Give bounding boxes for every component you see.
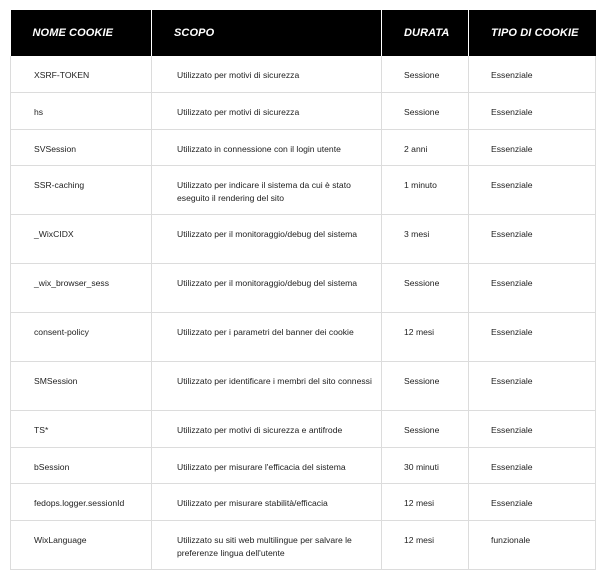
table-body [11, 56, 596, 569]
cell-cookie-type: funzionale [469, 520, 596, 569]
cell-duration: 12 mesi [382, 484, 469, 521]
cell-duration: 12 mesi [382, 313, 469, 362]
cell-cookie-name: _WixCIDX [11, 215, 152, 264]
cell-purpose: Utilizzato per misurare stabilità/efficacia [152, 484, 382, 521]
table-row [11, 264, 596, 313]
cell-cookie-type: Essenziale [469, 313, 596, 362]
header-row [11, 10, 596, 56]
cell-cookie-type: Essenziale [469, 129, 596, 166]
cell-cookie-type: Essenziale [469, 411, 596, 448]
cell-cookie-name: WixLanguage [11, 520, 152, 569]
cell-cookie-name: consent-policy [11, 313, 152, 362]
cell-purpose: Utilizzato per motivi di sicurezza [152, 93, 382, 130]
cell-purpose: Utilizzato per motivi di sicurezza [152, 56, 382, 93]
cell-duration: Sessione [382, 56, 469, 93]
cell-cookie-type: Essenziale [469, 362, 596, 411]
header-cookie-type: TIPO DI COOKIE [469, 10, 596, 56]
table-row [11, 362, 596, 411]
table-row [11, 166, 596, 215]
table-row [11, 484, 596, 521]
header-duration: DURATA [382, 10, 469, 56]
cell-purpose: Utilizzato in connessione con il login utente [152, 129, 382, 166]
cell-cookie-type: Essenziale [469, 215, 596, 264]
cell-purpose: Utilizzato per il monitoraggio/debug del sistema [152, 264, 382, 313]
cell-cookie-type: Essenziale [469, 166, 596, 215]
cell-purpose: Utilizzato su siti web multilingue per salvare le preferenze lingua dell'utente [152, 520, 382, 569]
cell-duration: 3 mesi [382, 215, 469, 264]
table-row [11, 129, 596, 166]
cell-duration: 1 minuto [382, 166, 469, 215]
cell-cookie-name: _wix_browser_sess [11, 264, 152, 313]
table-row [11, 411, 596, 448]
cell-duration: Sessione [382, 362, 469, 411]
cookie-table [10, 10, 596, 570]
table-row [11, 313, 596, 362]
cell-cookie-name: bSession [11, 447, 152, 484]
header-cookie-name: NOME COOKIE [11, 10, 152, 56]
cell-cookie-type: Essenziale [469, 484, 596, 521]
table-row [11, 93, 596, 130]
cell-cookie-name: TS* [11, 411, 152, 448]
cell-duration: Sessione [382, 93, 469, 130]
header-purpose: SCOPO [152, 10, 382, 56]
cell-cookie-type: Essenziale [469, 56, 596, 93]
cell-purpose: Utilizzato per identificare i membri del sito connessi [152, 362, 382, 411]
cell-purpose: Utilizzato per misurare l'efficacia del sistema [152, 447, 382, 484]
cell-cookie-name: SMSession [11, 362, 152, 411]
cell-cookie-type: Essenziale [469, 264, 596, 313]
cell-cookie-type: Essenziale [469, 447, 596, 484]
cell-cookie-name: hs [11, 93, 152, 130]
table-header [11, 10, 596, 56]
cell-duration: 30 minuti [382, 447, 469, 484]
table-row [11, 56, 596, 93]
cell-purpose: Utilizzato per indicare il sistema da cui è stato eseguito il rendering del sito [152, 166, 382, 215]
cell-purpose: Utilizzato per motivi di sicurezza e antifrode [152, 411, 382, 448]
cell-cookie-name: SVSession [11, 129, 152, 166]
cell-duration: Sessione [382, 411, 469, 448]
cell-duration: Sessione [382, 264, 469, 313]
table-row [11, 215, 596, 264]
cell-cookie-name: fedops.logger.sessionId [11, 484, 152, 521]
cell-cookie-type: Essenziale [469, 93, 596, 130]
cell-purpose: Utilizzato per il monitoraggio/debug del sistema [152, 215, 382, 264]
cell-purpose: Utilizzato per i parametri del banner dei cookie [152, 313, 382, 362]
cell-duration: 12 mesi [382, 520, 469, 569]
table-row [11, 447, 596, 484]
cell-duration: 2 anni [382, 129, 469, 166]
table-row [11, 520, 596, 569]
cell-cookie-name: SSR-caching [11, 166, 152, 215]
cell-cookie-name: XSRF-TOKEN [11, 56, 152, 93]
